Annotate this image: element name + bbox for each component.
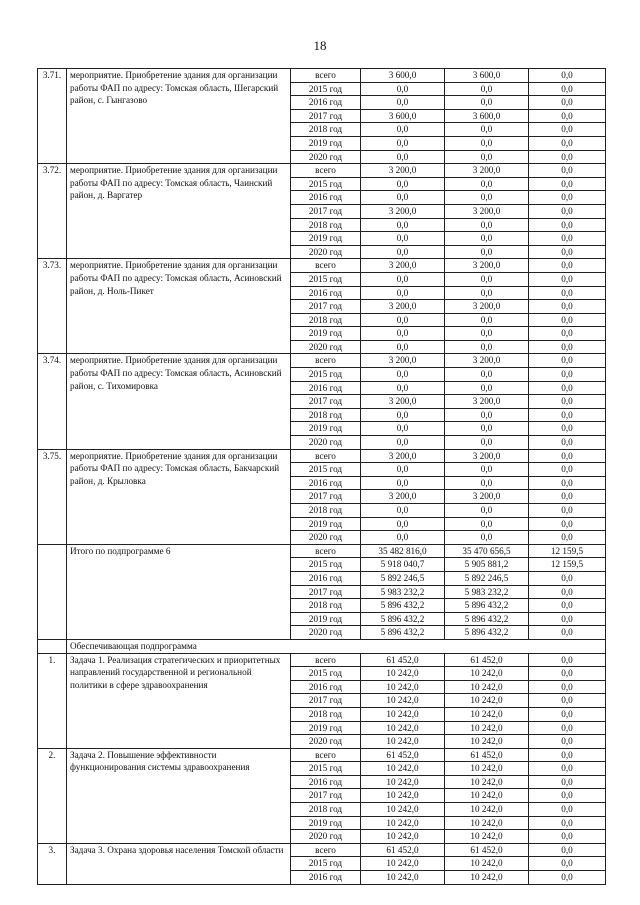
federal-budget-cell: 0,0 bbox=[529, 218, 606, 232]
period-cell: 2020 год bbox=[291, 626, 361, 640]
table-row bbox=[38, 164, 606, 178]
federal-budget-cell: 0,0 bbox=[529, 680, 606, 694]
regional-budget-cell: 10 242,0 bbox=[445, 803, 529, 817]
period-cell: 2016 год bbox=[291, 871, 361, 885]
total-amount-cell: 10 242,0 bbox=[361, 871, 445, 885]
total-amount-cell: 0,0 bbox=[361, 463, 445, 477]
period-cell: всего bbox=[291, 544, 361, 558]
total-amount-cell: 10 242,0 bbox=[361, 707, 445, 721]
federal-budget-cell: 0,0 bbox=[529, 843, 606, 857]
period-cell: 2018 год bbox=[291, 707, 361, 721]
regional-budget-cell: 61 452,0 bbox=[445, 653, 529, 667]
regional-budget-cell: 0,0 bbox=[445, 531, 529, 545]
regional-budget-cell: 10 242,0 bbox=[445, 775, 529, 789]
federal-budget-cell: 0,0 bbox=[529, 789, 606, 803]
period-cell: 2015 год bbox=[291, 558, 361, 572]
total-amount-cell: 3 600,0 bbox=[361, 109, 445, 123]
regional-budget-cell: 0,0 bbox=[445, 408, 529, 422]
period-cell: всего bbox=[291, 69, 361, 83]
period-cell: 2018 год bbox=[291, 218, 361, 232]
total-amount-cell: 0,0 bbox=[361, 504, 445, 518]
period-cell: 2016 год bbox=[291, 191, 361, 205]
total-amount-cell: 0,0 bbox=[361, 422, 445, 436]
budget-table-body bbox=[38, 69, 606, 885]
period-cell: 2018 год bbox=[291, 313, 361, 327]
total-amount-cell: 3 200,0 bbox=[361, 164, 445, 178]
total-amount-cell: 10 242,0 bbox=[361, 775, 445, 789]
regional-budget-cell: 5 892 246,5 bbox=[445, 571, 529, 585]
total-amount-cell: 0,0 bbox=[361, 272, 445, 286]
regional-budget-cell: 0,0 bbox=[445, 96, 529, 110]
period-cell: 2016 год bbox=[291, 381, 361, 395]
period-cell: 2017 год bbox=[291, 395, 361, 409]
table-row bbox=[38, 544, 606, 558]
item-description: мероприятие. Приобретение здания для организации работы ФАП по адресу: Томская область, Асиновский район, д. Ноль-Пикет bbox=[67, 259, 291, 354]
total-amount-cell: 61 452,0 bbox=[361, 843, 445, 857]
period-cell: 2016 год bbox=[291, 96, 361, 110]
period-cell: 2017 год bbox=[291, 694, 361, 708]
total-amount-cell: 35 482 816,0 bbox=[361, 544, 445, 558]
item-description: Задача 1. Реализация стратегических и приоритетных направлений государственной и региональной политики в сфере здравоохранения bbox=[67, 653, 291, 748]
total-amount-cell: 10 242,0 bbox=[361, 803, 445, 817]
regional-budget-cell: 35 470 656,5 bbox=[445, 544, 529, 558]
regional-budget-cell: 10 242,0 bbox=[445, 789, 529, 803]
period-cell: 2016 год bbox=[291, 476, 361, 490]
federal-budget-cell: 0,0 bbox=[529, 571, 606, 585]
total-amount-cell: 3 600,0 bbox=[361, 69, 445, 83]
period-cell: 2020 год bbox=[291, 150, 361, 164]
regional-budget-cell: 10 242,0 bbox=[445, 871, 529, 885]
federal-budget-cell: 0,0 bbox=[529, 599, 606, 613]
federal-budget-cell: 0,0 bbox=[529, 667, 606, 681]
federal-budget-cell: 12 159,5 bbox=[529, 558, 606, 572]
regional-budget-cell: 3 600,0 bbox=[445, 69, 529, 83]
federal-budget-cell: 12 159,5 bbox=[529, 544, 606, 558]
regional-budget-cell: 0,0 bbox=[445, 313, 529, 327]
regional-budget-cell: 3 200,0 bbox=[445, 490, 529, 504]
total-amount-cell: 0,0 bbox=[361, 136, 445, 150]
table-row bbox=[38, 354, 606, 368]
federal-budget-cell: 0,0 bbox=[529, 653, 606, 667]
period-cell: 2017 год bbox=[291, 490, 361, 504]
period-cell: всего bbox=[291, 748, 361, 762]
period-cell: всего bbox=[291, 449, 361, 463]
period-cell: 2019 год bbox=[291, 517, 361, 531]
regional-budget-cell: 10 242,0 bbox=[445, 694, 529, 708]
item-description: мероприятие. Приобретение здания для организации работы ФАП по адресу: Томская область, Шегарский район, с. Гынгазово bbox=[67, 69, 291, 164]
period-cell: всего bbox=[291, 653, 361, 667]
period-cell: 2020 год bbox=[291, 340, 361, 354]
regional-budget-cell: 0,0 bbox=[445, 381, 529, 395]
total-amount-cell: 3 200,0 bbox=[361, 259, 445, 273]
total-amount-cell: 0,0 bbox=[361, 191, 445, 205]
row-number-cell bbox=[38, 639, 67, 653]
regional-budget-cell: 0,0 bbox=[445, 177, 529, 191]
total-amount-cell: 0,0 bbox=[361, 408, 445, 422]
period-cell: 2015 год bbox=[291, 272, 361, 286]
total-amount-cell: 10 242,0 bbox=[361, 667, 445, 681]
federal-budget-cell: 0,0 bbox=[529, 191, 606, 205]
item-description: Итого по подпрограмме 6 bbox=[67, 544, 291, 639]
period-cell: всего bbox=[291, 843, 361, 857]
period-cell: 2019 год bbox=[291, 232, 361, 246]
federal-budget-cell: 0,0 bbox=[529, 313, 606, 327]
federal-budget-cell: 0,0 bbox=[529, 775, 606, 789]
period-cell: 2015 год bbox=[291, 463, 361, 477]
total-amount-cell: 3 200,0 bbox=[361, 395, 445, 409]
row-number: 1. bbox=[38, 653, 67, 748]
federal-budget-cell: 0,0 bbox=[529, 272, 606, 286]
section-title: Обеспечивающая подпрограмма bbox=[67, 639, 606, 653]
federal-budget-cell: 0,0 bbox=[529, 395, 606, 409]
federal-budget-cell: 0,0 bbox=[529, 748, 606, 762]
total-amount-cell: 3 200,0 bbox=[361, 449, 445, 463]
federal-budget-cell: 0,0 bbox=[529, 531, 606, 545]
federal-budget-cell: 0,0 bbox=[529, 82, 606, 96]
period-cell: 2015 год bbox=[291, 368, 361, 382]
period-cell: 2017 год bbox=[291, 204, 361, 218]
federal-budget-cell: 0,0 bbox=[529, 381, 606, 395]
federal-budget-cell: 0,0 bbox=[529, 177, 606, 191]
period-cell: всего bbox=[291, 259, 361, 273]
period-cell: 2016 год bbox=[291, 286, 361, 300]
total-amount-cell: 10 242,0 bbox=[361, 735, 445, 749]
total-amount-cell: 10 242,0 bbox=[361, 830, 445, 844]
total-amount-cell: 5 892 246,5 bbox=[361, 571, 445, 585]
total-amount-cell: 0,0 bbox=[361, 123, 445, 137]
total-amount-cell: 5 896 432,2 bbox=[361, 599, 445, 613]
federal-budget-cell: 0,0 bbox=[529, 422, 606, 436]
period-cell: 2015 год bbox=[291, 857, 361, 871]
total-amount-cell: 0,0 bbox=[361, 381, 445, 395]
budget-table-wrap bbox=[37, 68, 605, 885]
regional-budget-cell: 5 896 432,2 bbox=[445, 599, 529, 613]
total-amount-cell: 0,0 bbox=[361, 245, 445, 259]
regional-budget-cell: 3 200,0 bbox=[445, 259, 529, 273]
period-cell: 2018 год bbox=[291, 123, 361, 137]
period-cell: 2018 год bbox=[291, 408, 361, 422]
period-cell: 2018 год bbox=[291, 504, 361, 518]
federal-budget-cell: 0,0 bbox=[529, 204, 606, 218]
regional-budget-cell: 61 452,0 bbox=[445, 843, 529, 857]
regional-budget-cell: 5 896 432,2 bbox=[445, 612, 529, 626]
total-amount-cell: 0,0 bbox=[361, 313, 445, 327]
row-number: 3.73. bbox=[38, 259, 67, 354]
regional-budget-cell: 3 200,0 bbox=[445, 204, 529, 218]
table-row bbox=[38, 449, 606, 463]
period-cell: всего bbox=[291, 164, 361, 178]
period-cell: 2020 год bbox=[291, 830, 361, 844]
regional-budget-cell: 10 242,0 bbox=[445, 680, 529, 694]
regional-budget-cell: 0,0 bbox=[445, 463, 529, 477]
federal-budget-cell: 0,0 bbox=[529, 476, 606, 490]
regional-budget-cell: 0,0 bbox=[445, 504, 529, 518]
regional-budget-cell: 0,0 bbox=[445, 123, 529, 137]
period-cell: 2017 год bbox=[291, 585, 361, 599]
table-row bbox=[38, 653, 606, 667]
period-cell: 2019 год bbox=[291, 721, 361, 735]
total-amount-cell: 5 896 432,2 bbox=[361, 626, 445, 640]
regional-budget-cell: 10 242,0 bbox=[445, 857, 529, 871]
row-number: 3.74. bbox=[38, 354, 67, 449]
federal-budget-cell: 0,0 bbox=[529, 626, 606, 640]
federal-budget-cell: 0,0 bbox=[529, 96, 606, 110]
federal-budget-cell: 0,0 bbox=[529, 164, 606, 178]
total-amount-cell: 10 242,0 bbox=[361, 857, 445, 871]
regional-budget-cell: 61 452,0 bbox=[445, 748, 529, 762]
total-amount-cell: 61 452,0 bbox=[361, 653, 445, 667]
total-amount-cell: 0,0 bbox=[361, 218, 445, 232]
period-cell: 2020 год bbox=[291, 735, 361, 749]
total-amount-cell: 0,0 bbox=[361, 82, 445, 96]
item-description: мероприятие. Приобретение здания для организации работы ФАП по адресу: Томская область, Асиновский район, с. Тихомировка bbox=[67, 354, 291, 449]
total-amount-cell: 0,0 bbox=[361, 96, 445, 110]
total-amount-cell: 3 200,0 bbox=[361, 204, 445, 218]
federal-budget-cell: 0,0 bbox=[529, 109, 606, 123]
federal-budget-cell: 0,0 bbox=[529, 340, 606, 354]
period-cell: 2017 год bbox=[291, 300, 361, 314]
federal-budget-cell: 0,0 bbox=[529, 816, 606, 830]
regional-budget-cell: 0,0 bbox=[445, 286, 529, 300]
total-amount-cell: 0,0 bbox=[361, 150, 445, 164]
federal-budget-cell: 0,0 bbox=[529, 300, 606, 314]
budget-table bbox=[37, 68, 606, 885]
row-number bbox=[38, 544, 67, 639]
federal-budget-cell: 0,0 bbox=[529, 694, 606, 708]
regional-budget-cell: 10 242,0 bbox=[445, 762, 529, 776]
table-row bbox=[38, 843, 606, 857]
federal-budget-cell: 0,0 bbox=[529, 585, 606, 599]
total-amount-cell: 10 242,0 bbox=[361, 789, 445, 803]
total-amount-cell: 10 242,0 bbox=[361, 694, 445, 708]
period-cell: 2019 год bbox=[291, 816, 361, 830]
federal-budget-cell: 0,0 bbox=[529, 871, 606, 885]
total-amount-cell: 3 200,0 bbox=[361, 490, 445, 504]
regional-budget-cell: 0,0 bbox=[445, 368, 529, 382]
federal-budget-cell: 0,0 bbox=[529, 259, 606, 273]
regional-budget-cell: 0,0 bbox=[445, 245, 529, 259]
period-cell: 2019 год bbox=[291, 136, 361, 150]
total-amount-cell: 0,0 bbox=[361, 531, 445, 545]
total-amount-cell: 5 896 432,2 bbox=[361, 612, 445, 626]
federal-budget-cell: 0,0 bbox=[529, 449, 606, 463]
federal-budget-cell: 0,0 bbox=[529, 123, 606, 137]
regional-budget-cell: 0,0 bbox=[445, 436, 529, 450]
regional-budget-cell: 0,0 bbox=[445, 476, 529, 490]
period-cell: 2020 год bbox=[291, 436, 361, 450]
total-amount-cell: 10 242,0 bbox=[361, 721, 445, 735]
regional-budget-cell: 0,0 bbox=[445, 327, 529, 341]
federal-budget-cell: 0,0 bbox=[529, 857, 606, 871]
regional-budget-cell: 10 242,0 bbox=[445, 816, 529, 830]
federal-budget-cell: 0,0 bbox=[529, 463, 606, 477]
total-amount-cell: 3 200,0 bbox=[361, 354, 445, 368]
total-amount-cell: 0,0 bbox=[361, 517, 445, 531]
federal-budget-cell: 0,0 bbox=[529, 408, 606, 422]
total-amount-cell: 0,0 bbox=[361, 368, 445, 382]
regional-budget-cell: 0,0 bbox=[445, 82, 529, 96]
total-amount-cell: 3 200,0 bbox=[361, 300, 445, 314]
federal-budget-cell: 0,0 bbox=[529, 707, 606, 721]
regional-budget-cell: 0,0 bbox=[445, 517, 529, 531]
total-amount-cell: 0,0 bbox=[361, 232, 445, 246]
total-amount-cell: 10 242,0 bbox=[361, 680, 445, 694]
federal-budget-cell: 0,0 bbox=[529, 830, 606, 844]
federal-budget-cell: 0,0 bbox=[529, 286, 606, 300]
row-number: 2. bbox=[38, 748, 67, 843]
period-cell: 2017 год bbox=[291, 789, 361, 803]
federal-budget-cell: 0,0 bbox=[529, 368, 606, 382]
total-amount-cell: 0,0 bbox=[361, 476, 445, 490]
period-cell: 2016 год bbox=[291, 680, 361, 694]
period-cell: 2017 год bbox=[291, 109, 361, 123]
total-amount-cell: 0,0 bbox=[361, 436, 445, 450]
total-amount-cell: 0,0 bbox=[361, 340, 445, 354]
regional-budget-cell: 0,0 bbox=[445, 218, 529, 232]
period-cell: 2020 год bbox=[291, 245, 361, 259]
row-number: 3.72. bbox=[38, 164, 67, 259]
regional-budget-cell: 10 242,0 bbox=[445, 735, 529, 749]
period-cell: 2019 год bbox=[291, 422, 361, 436]
regional-budget-cell: 3 200,0 bbox=[445, 354, 529, 368]
period-cell: 2015 год bbox=[291, 762, 361, 776]
table-row bbox=[38, 259, 606, 273]
table-row bbox=[38, 748, 606, 762]
regional-budget-cell: 10 242,0 bbox=[445, 830, 529, 844]
item-description: мероприятие. Приобретение здания для организации работы ФАП по адресу: Томская область, Чаинский район, д. Варгатер bbox=[67, 164, 291, 259]
federal-budget-cell: 0,0 bbox=[529, 150, 606, 164]
federal-budget-cell: 0,0 bbox=[529, 721, 606, 735]
federal-budget-cell: 0,0 bbox=[529, 69, 606, 83]
federal-budget-cell: 0,0 bbox=[529, 762, 606, 776]
regional-budget-cell: 0,0 bbox=[445, 272, 529, 286]
total-amount-cell: 0,0 bbox=[361, 286, 445, 300]
federal-budget-cell: 0,0 bbox=[529, 136, 606, 150]
total-amount-cell: 0,0 bbox=[361, 327, 445, 341]
regional-budget-cell: 3 200,0 bbox=[445, 395, 529, 409]
regional-budget-cell: 3 600,0 bbox=[445, 109, 529, 123]
period-cell: 2020 год bbox=[291, 531, 361, 545]
period-cell: всего bbox=[291, 354, 361, 368]
item-description: Задача 3. Охрана здоровья населения Томской области bbox=[67, 843, 291, 884]
regional-budget-cell: 5 896 432,2 bbox=[445, 626, 529, 640]
regional-budget-cell: 10 242,0 bbox=[445, 667, 529, 681]
period-cell: 2016 год bbox=[291, 571, 361, 585]
total-amount-cell: 0,0 bbox=[361, 177, 445, 191]
page-number: 18 bbox=[313, 38, 327, 53]
item-description: Задача 2. Повышение эффективности функционирования системы здравоохранения bbox=[67, 748, 291, 843]
regional-budget-cell: 3 200,0 bbox=[445, 449, 529, 463]
row-number: 3.75. bbox=[38, 449, 67, 544]
period-cell: 2018 год bbox=[291, 599, 361, 613]
federal-budget-cell: 0,0 bbox=[529, 327, 606, 341]
regional-budget-cell: 5 983 232,2 bbox=[445, 585, 529, 599]
federal-budget-cell: 0,0 bbox=[529, 735, 606, 749]
item-description: мероприятие. Приобретение здания для организации работы ФАП по адресу: Томская область, Бакчарский район, д. Крыловка bbox=[67, 449, 291, 544]
row-number: 3.71. bbox=[38, 69, 67, 164]
period-cell: 2016 год bbox=[291, 775, 361, 789]
period-cell: 2019 год bbox=[291, 327, 361, 341]
regional-budget-cell: 0,0 bbox=[445, 340, 529, 354]
period-cell: 2019 год bbox=[291, 612, 361, 626]
total-amount-cell: 5 983 232,2 bbox=[361, 585, 445, 599]
federal-budget-cell: 0,0 bbox=[529, 232, 606, 246]
section-row bbox=[38, 639, 606, 653]
period-cell: 2015 год bbox=[291, 177, 361, 191]
regional-budget-cell: 10 242,0 bbox=[445, 721, 529, 735]
federal-budget-cell: 0,0 bbox=[529, 436, 606, 450]
table-row bbox=[38, 69, 606, 83]
federal-budget-cell: 0,0 bbox=[529, 490, 606, 504]
period-cell: 2015 год bbox=[291, 667, 361, 681]
federal-budget-cell: 0,0 bbox=[529, 803, 606, 817]
total-amount-cell: 10 242,0 bbox=[361, 816, 445, 830]
total-amount-cell: 5 918 040,7 bbox=[361, 558, 445, 572]
period-cell: 2015 год bbox=[291, 82, 361, 96]
period-cell: 2018 год bbox=[291, 803, 361, 817]
regional-budget-cell: 5 905 881,2 bbox=[445, 558, 529, 572]
regional-budget-cell: 0,0 bbox=[445, 150, 529, 164]
federal-budget-cell: 0,0 bbox=[529, 245, 606, 259]
total-amount-cell: 61 452,0 bbox=[361, 748, 445, 762]
federal-budget-cell: 0,0 bbox=[529, 612, 606, 626]
regional-budget-cell: 3 200,0 bbox=[445, 164, 529, 178]
regional-budget-cell: 0,0 bbox=[445, 232, 529, 246]
regional-budget-cell: 0,0 bbox=[445, 191, 529, 205]
regional-budget-cell: 0,0 bbox=[445, 422, 529, 436]
total-amount-cell: 10 242,0 bbox=[361, 762, 445, 776]
regional-budget-cell: 0,0 bbox=[445, 136, 529, 150]
federal-budget-cell: 0,0 bbox=[529, 354, 606, 368]
regional-budget-cell: 10 242,0 bbox=[445, 707, 529, 721]
federal-budget-cell: 0,0 bbox=[529, 517, 606, 531]
federal-budget-cell: 0,0 bbox=[529, 504, 606, 518]
regional-budget-cell: 3 200,0 bbox=[445, 300, 529, 314]
row-number: 3. bbox=[38, 843, 67, 884]
